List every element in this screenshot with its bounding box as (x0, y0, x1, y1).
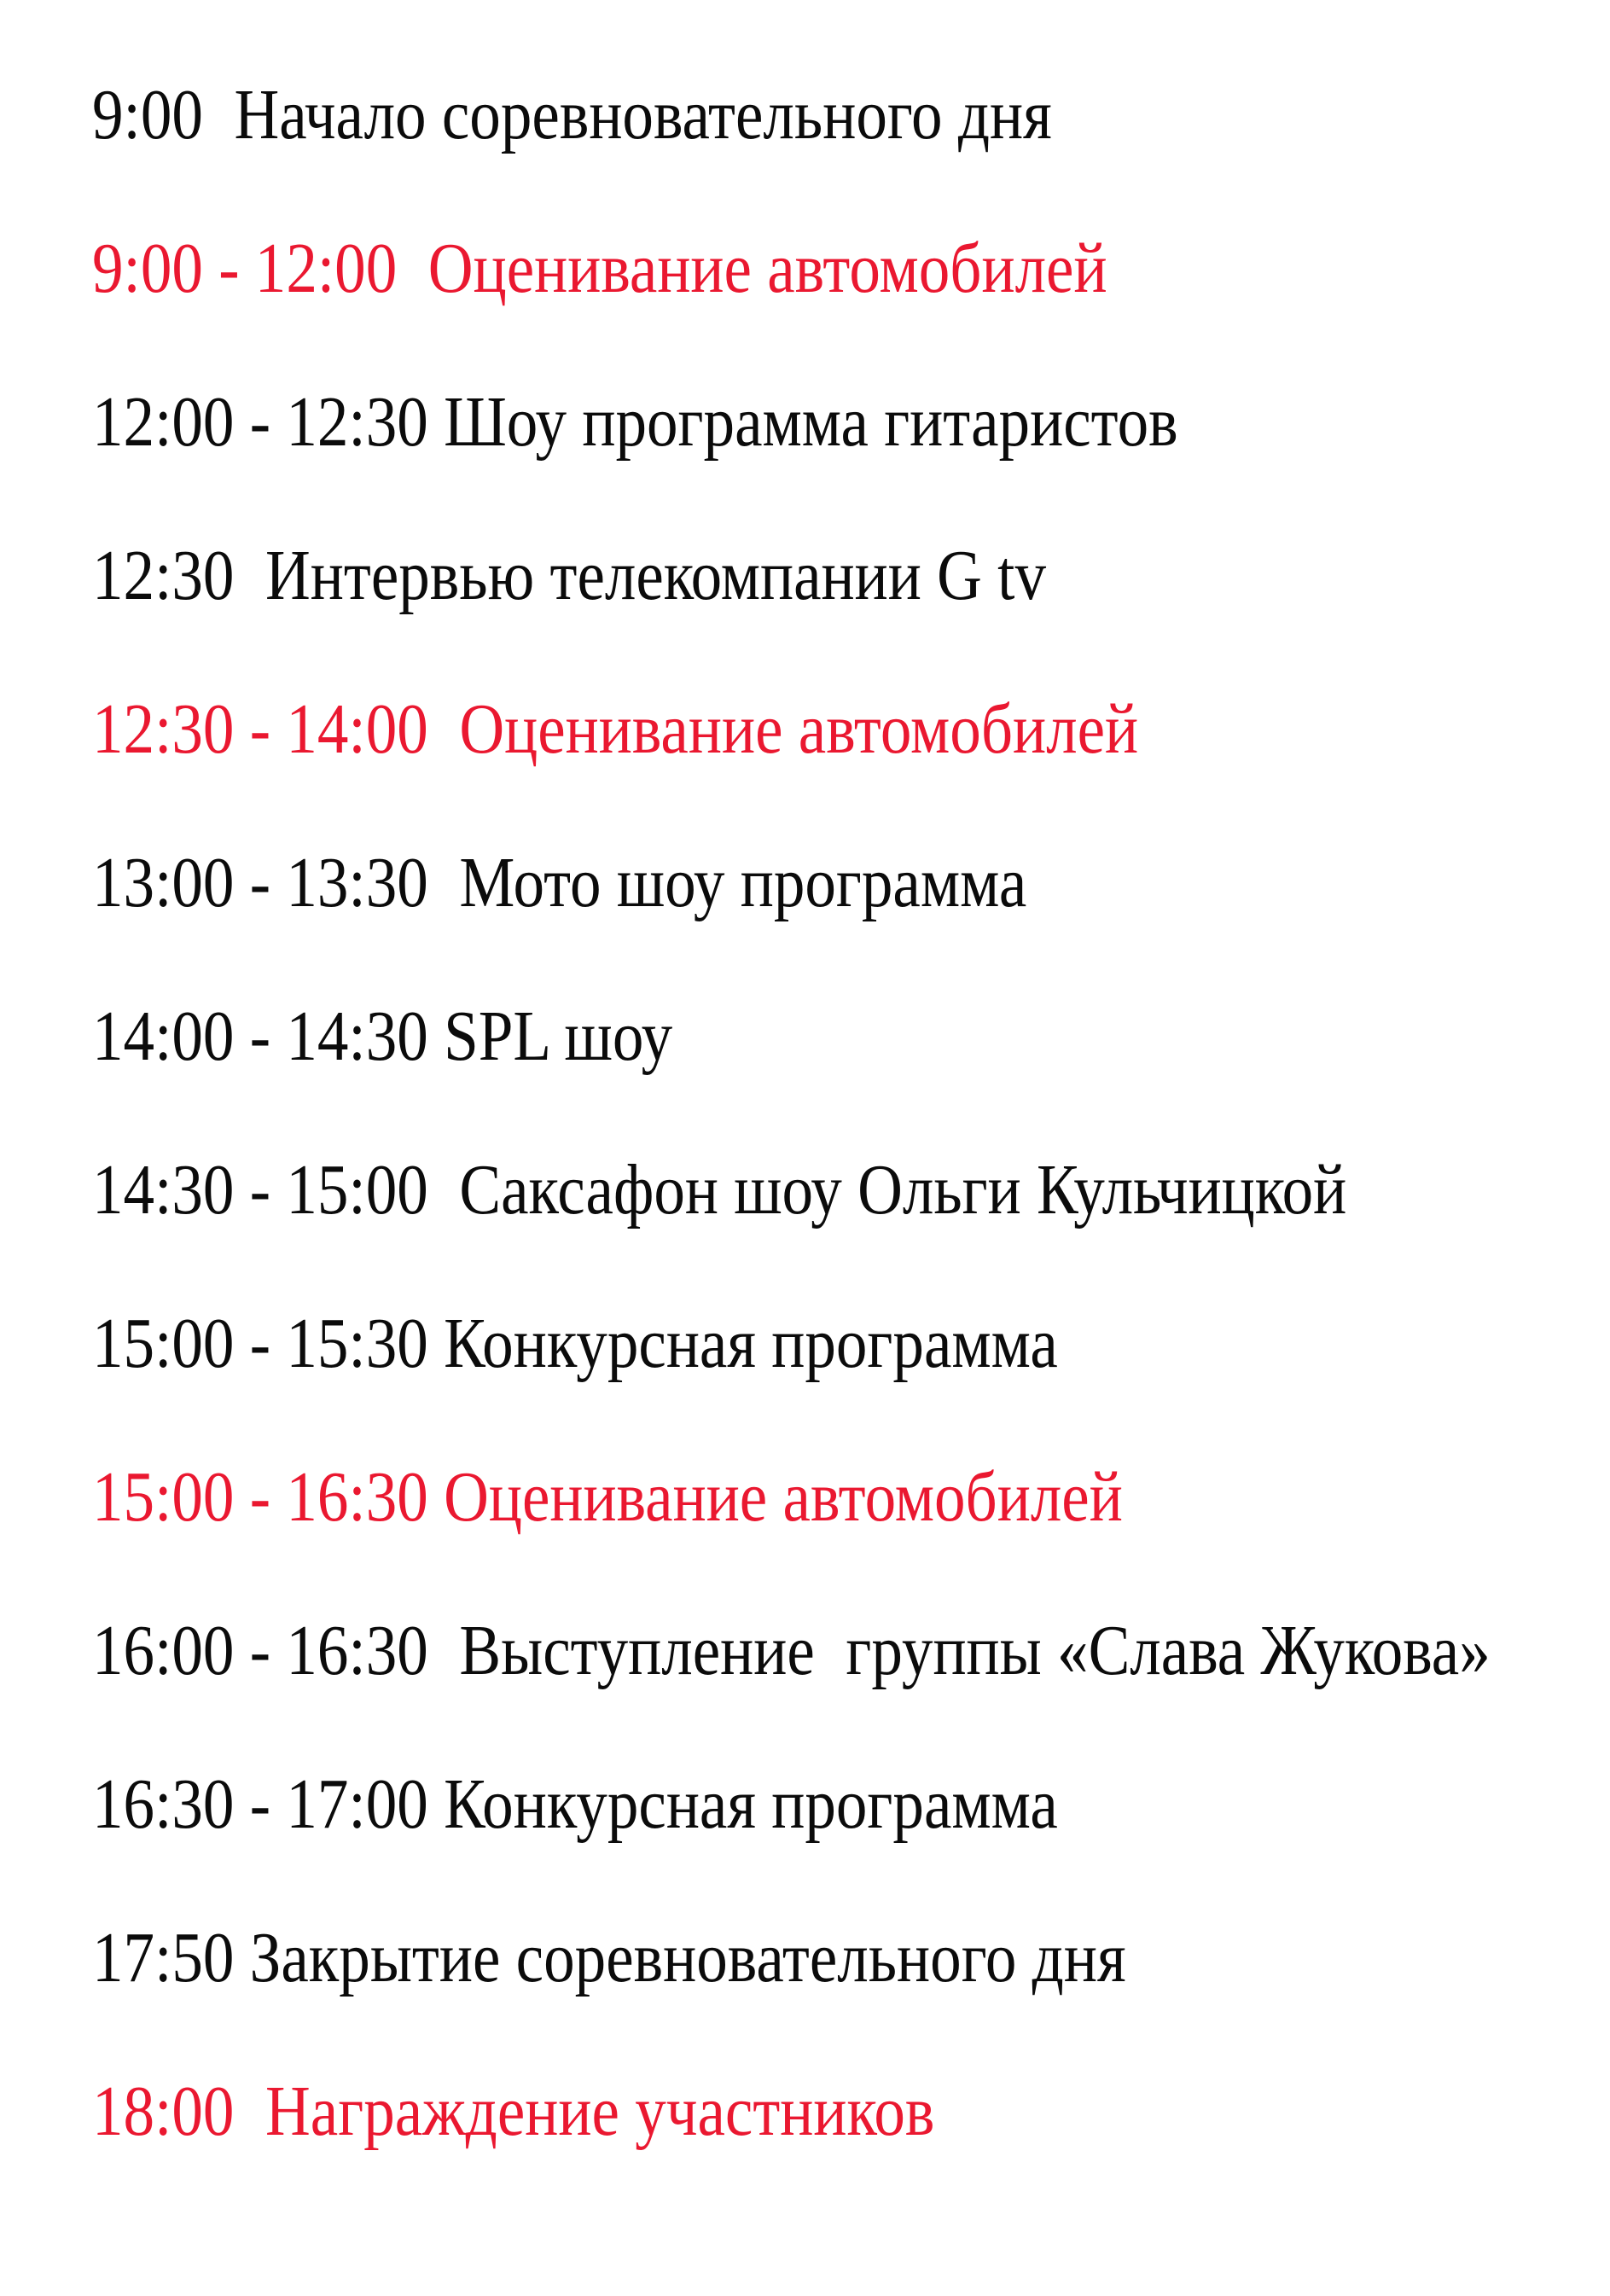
schedule-line-5 (92, 653, 1610, 806)
schedule-line-7 (92, 960, 1610, 1113)
schedule-line-2 (92, 192, 1610, 346)
schedule-line-9 (92, 1267, 1610, 1421)
schedule-line-text: 12:00 - 12:30 Шоу программа гитаристов (92, 382, 1178, 462)
schedule-line-14 (92, 2035, 1610, 2188)
schedule-line-text: 13:00 - 13:30 Мото шоу программа (92, 843, 1027, 922)
schedule-line-3 (92, 346, 1610, 499)
schedule-line-1 (92, 38, 1610, 192)
schedule-line-13 (92, 1881, 1610, 2035)
schedule-line-6 (92, 806, 1610, 960)
schedule-line-11 (92, 1574, 1610, 1728)
schedule-line-text: 15:00 - 15:30 Конкурсная программа (92, 1304, 1058, 1383)
schedule-line-text: 14:00 - 14:30 SPL шоу (92, 997, 673, 1076)
schedule-line-text: 18:00 Награждение участников (92, 2072, 935, 2151)
schedule-line-12 (92, 1728, 1610, 1881)
schedule-line-text: 17:50 Закрытие соревновательного дня (92, 1918, 1126, 1997)
schedule-line-text: 12:30 - 14:00 Оценивание автомобилей (92, 689, 1139, 769)
schedule-line-text: 9:00 - 12:00 Оценивание автомобилей (92, 229, 1107, 308)
schedule-line-text: 9:00 Начало соревновательного дня (92, 75, 1052, 154)
schedule-line-text: 16:00 - 16:30 Выступление группы «Слава Жукова» (92, 1611, 1491, 1690)
schedule-page (92, 38, 1610, 2188)
schedule-line-4 (92, 499, 1610, 653)
schedule-line-text: 16:30 - 17:00 Конкурсная программа (92, 1764, 1058, 1844)
schedule-line-text: 12:30 Интервью телекомпании G tv (92, 536, 1047, 615)
schedule-line-10 (92, 1421, 1610, 1574)
schedule-line-8 (92, 1113, 1610, 1267)
schedule-line-text: 15:00 - 16:30 Оценивание автомобилей (92, 1457, 1123, 1537)
schedule-line-text: 14:30 - 15:00 Саксафон шоу Ольги Кульчицкой (92, 1150, 1347, 1229)
